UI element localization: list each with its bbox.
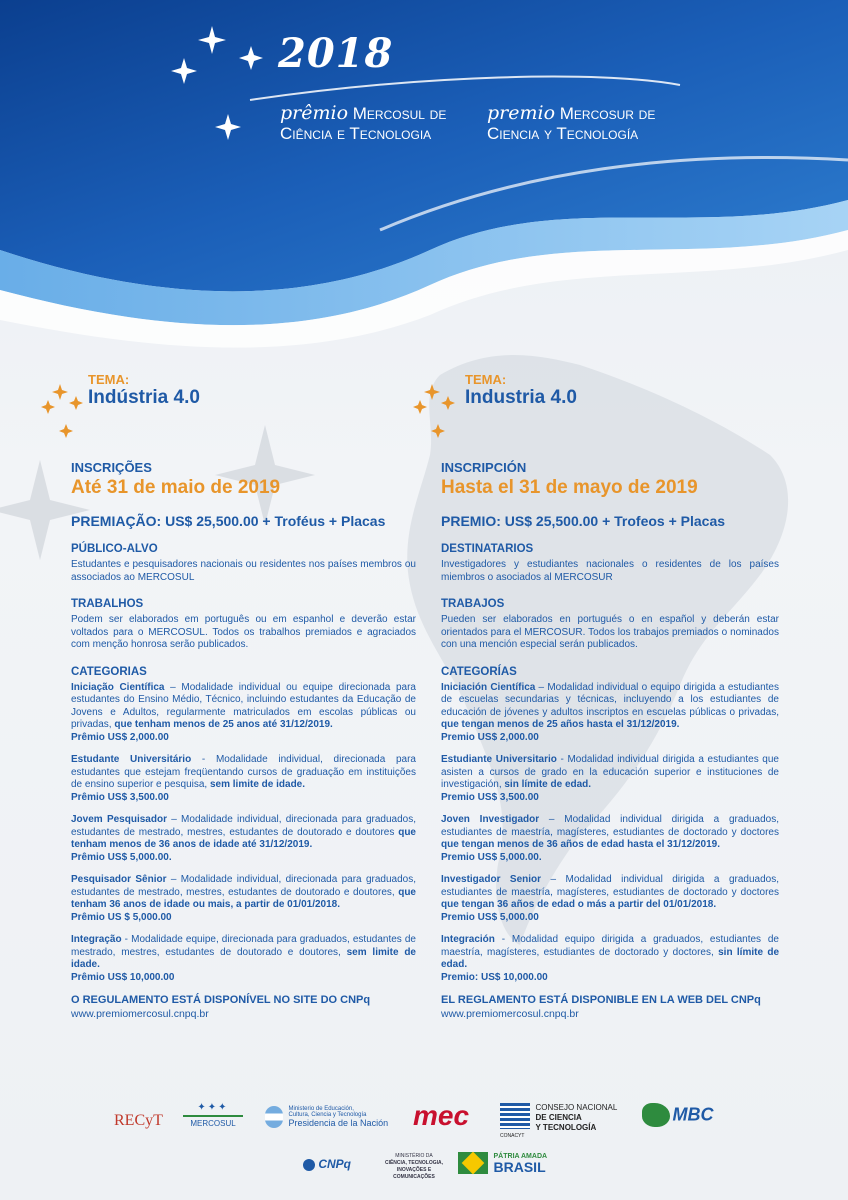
- conacyt-abbr: CONACYT: [500, 1133, 525, 1139]
- cnpq-logo-text: CNPq: [318, 1157, 352, 1171]
- es-category-item: Investigador Senior – Modalidad individual dirigida a graduados, estudiantes de maestría, magísteres, estudiantes de doctorado y doctores que tengan 36 años de edad o más a partir del 01/01/2018. Premio US$ 5,000.00: [441, 874, 779, 923]
- pt-category-item: Jovem Pesquisador – Modalidade individual, direcionada para graduados, estudantes de mestrado, mestres, estudantes de doutorado e doutores que tenham menos de 36 anos de idade até 31/12/2019. Prêmio US$ 5,000.00.: [71, 814, 416, 863]
- es-destinatarios-title: DESTINATARIOS: [441, 543, 534, 555]
- arg-logo-line3: Presidencia de la Nación: [288, 1118, 389, 1128]
- year-title: 2018: [278, 30, 394, 77]
- es-destinatarios-text: Investigadores y estudiantes nacionales o residentes de los países miembros o asociados al MERCOSUR: [441, 559, 779, 583]
- pt-regulamento-text: O REGULAMENTO ESTÁ DISPONÍVEL NO SITE DO CNPq: [71, 994, 371, 1006]
- es-prize: PREMIO: US$ 25,500.00 + Trofeos + Placas: [441, 513, 726, 529]
- mbc-logo-text: MBC: [672, 1104, 714, 1125]
- mctic-logo: [378, 1153, 450, 1181]
- arg-logo-line2: Cultura, Ciencia y Tecnología: [288, 1112, 367, 1118]
- conacyt-line3: Y TECNOLOGÍA: [535, 1123, 597, 1132]
- conacyt-line2: DE CIENCIA: [535, 1113, 582, 1122]
- es-tema-label: TEMA:: [465, 372, 507, 387]
- pt-inscricoes-label: INSCRIÇÕES: [71, 460, 152, 475]
- header-wave-graphic: [0, 0, 848, 360]
- conacyt-line1: CONSEJO NACIONAL: [535, 1103, 618, 1112]
- es-tema-block: [465, 372, 805, 409]
- conacyt-logo: [500, 1103, 617, 1139]
- es-award-title: [487, 103, 655, 144]
- cnpq-logo: [303, 1157, 351, 1171]
- tema-stars-icon: [40, 382, 90, 442]
- brazil-map-icon: [642, 1103, 670, 1127]
- es-title-line1: Mercosur de: [559, 104, 656, 123]
- pt-title-line1: Mercosul de: [352, 104, 447, 123]
- es-destinatarios-section: [441, 543, 779, 584]
- es-category-item: Iniciación Científica – Modalidad individual o equipo dirigida a estudiantes de escuelas secundarias y técnicas, incluyendo a los estudiantes de educación de jóvenes y adultos inscriptos en escuelas públicas o privadas, que tengan menos de 25 años hasta el 31/12/2019. Premio US$ 2,000.00: [441, 681, 779, 743]
- es-category-item: Estudiante Universitario - Modalidad individual dirigida a estudiantes que asisten a cursos de grado en la educación superior e instituciones de investigación, sin límite de edad. Premio US$ 3,500.00: [441, 754, 779, 803]
- es-title-line2: Ciencia y Tecnología: [487, 124, 639, 143]
- pt-title-line2: Ciência e Tecnologia: [280, 124, 432, 143]
- es-trabajos-title: TRABAJOS: [441, 598, 505, 610]
- es-trabajos-section: [441, 598, 779, 652]
- mctic-line3: INOVAÇÕES E COMUNICAÇÕES: [393, 1167, 435, 1180]
- es-reglamento-section: [441, 994, 779, 1020]
- mercosul-logo-text: MERCOSUL: [190, 1119, 236, 1128]
- pt-tema-value: Indústria 4.0: [88, 387, 200, 408]
- cnpq-emblem-icon: [303, 1159, 315, 1171]
- pt-category-item: Iniciação Científica – Modalidade individual ou equipe direcionada para estudantes do Ensino Médio, Técnico, incluindo estudantes da Educação de Jovens e Adultos, regularmente matriculados em escolas públicas ou privadas, que tenham menos de 25 anos até 31/12/2019. Prêmio US$ 2,000.00: [71, 681, 416, 743]
- brasil-line1: PÁTRIA AMADA: [493, 1153, 548, 1160]
- mercosul-line-divider: [183, 1115, 243, 1117]
- brasil-government-logo: [458, 1152, 547, 1174]
- pt-categorias-title: CATEGORIAS: [71, 665, 147, 678]
- arg-logo-line1: Ministerio de Educación,: [288, 1106, 354, 1112]
- es-inscripcion-label: INSCRIPCIÓN: [441, 460, 527, 475]
- pt-premio-word: prêmio: [280, 102, 349, 124]
- pt-tema-label: TEMA:: [88, 372, 130, 387]
- pt-website-link[interactable]: www.premiomercosul.cnpq.br: [71, 1008, 209, 1020]
- pt-award-title: [280, 103, 446, 144]
- es-categorias-title: CATEGORÍAS: [441, 665, 517, 678]
- pt-category-item: Integração - Modalidade equipe, direcionada para graduados, estudantes de mestrado, mestres, estudantes de doutorado e doutores, sem limite de idade. Prêmio US$ 10,000.00: [71, 934, 416, 983]
- pt-column: [71, 460, 416, 1020]
- brasil-flag-icon: [458, 1152, 488, 1174]
- es-category-item: Integración - Modalidad equipo dirigida a graduados, estudiantes de maestría, magísteres, estudiantes de doctorado y doctores, sin límite de edad. Premio: US$ 10,000.00: [441, 934, 780, 983]
- mbc-logo: [642, 1103, 714, 1127]
- mctic-line1: MINISTÉRIO DA: [395, 1153, 433, 1159]
- mercosul-logo: [183, 1102, 243, 1128]
- pt-trabalhos-text: Podem ser elaborados em português ou em espanhol e deverão estar voltados para o MERCOSUL. Todos os trabalhos premiados e agraciados com menção honrosa serão publicados.: [71, 614, 416, 650]
- pt-publico-title: PÚBLICO-ALVO: [71, 543, 158, 555]
- pt-trabalhos-title: TRABALHOS: [71, 598, 144, 610]
- pt-publico-section: [71, 543, 416, 584]
- argentina-ministry-logo: [265, 1106, 388, 1128]
- argentina-shield-icon: [265, 1106, 283, 1128]
- pt-prize: PREMIAÇÃO: US$ 25,500.00 + Troféus + Placas: [71, 513, 386, 529]
- es-trabajos-text: Pueden ser elaborados en portugués o en español y deberán estar orientados para el MERCOSUR. Todos los trabajos premiados o nominados con una mención especial serán publicados.: [441, 614, 779, 650]
- pt-categorias-section: [71, 666, 416, 985]
- mercosul-stars-icon: ✦✦✦: [197, 1102, 229, 1113]
- pt-regulamento-section: [71, 994, 416, 1020]
- mctic-line2: CIÊNCIA, TECNOLOGIA,: [384, 1160, 444, 1166]
- es-category-item: Joven Investigador – Modalidad individual dirigida a graduados, estudiantes de maestría, magísteres, estudiantes de doctorado y doctores que tengan menos de 36 años de edad hasta el 31/12/2019. Premio US$ 5,000.00.: [441, 814, 780, 863]
- mec-logo: mec: [413, 1100, 470, 1131]
- conacyt-emblem-icon: [500, 1103, 530, 1129]
- pt-category-item: Estudante Universitário - Modalidade individual, direcionada para estudantes que estejam freqüentando cursos de graduação em instituições de ensino superior e pesquisa, sem limite de idade. Prêmio US$ 3,500.00: [71, 754, 416, 803]
- es-tema-value: Industria 4.0: [465, 387, 577, 408]
- pt-tema-block: [88, 372, 428, 409]
- pt-trabalhos-section: [71, 598, 416, 652]
- recyt-logo: RECyT: [114, 1112, 163, 1129]
- pt-category-item: Pesquisador Sênior – Modalidade individual, direcionada para graduados, estudantes de mestrado, mestres, estudantes de doutorado e doutores, que tenham 36 anos de idade ou mais, a partir de 01/01/2018. Prêmio US $ 5,000.00: [71, 874, 416, 923]
- es-reglamento-text: EL REGLAMENTO ESTÁ DISPONIBLE EN LA WEB DEL CNPq: [441, 994, 761, 1006]
- brasil-line2: BRASIL: [493, 1159, 546, 1175]
- es-column: [441, 460, 779, 1020]
- es-categorias-section: [441, 666, 779, 985]
- pt-publico-text: Estudantes e pesquisadores nacionais ou residentes nos países membros ou associados ao MERCOSUL: [71, 559, 416, 583]
- pt-deadline: Até 31 de maio de 2019: [71, 477, 281, 498]
- es-website-link[interactable]: www.premiomercosul.cnpq.br: [441, 1008, 579, 1020]
- es-deadline: Hasta el 31 de mayo de 2019: [441, 477, 698, 498]
- es-premio-word: premio: [487, 102, 556, 124]
